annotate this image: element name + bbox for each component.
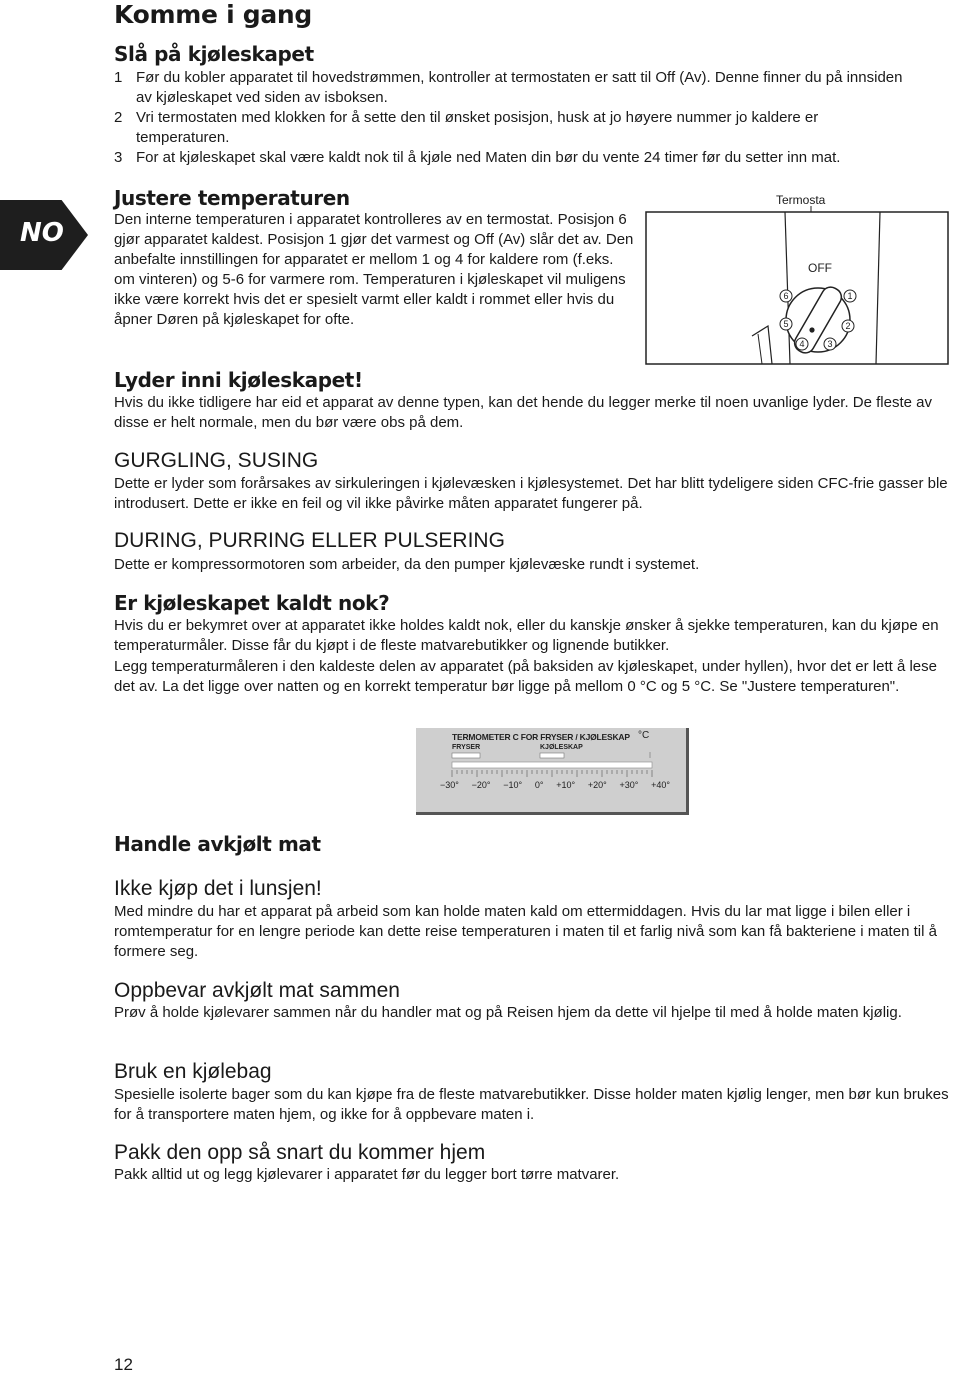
cold-enough-text-1: Hvis du er bekymret over at apparatet ikke holdes kaldt nok, eller du kanskje ønsker å sjekke temperaturen, kan du kjøpe en temperaturmåler. Disse får du kjøpt i de fleste matvarebutikker og lignende butikker. [114, 617, 939, 654]
scale-label: 0° [534, 780, 544, 790]
thermometer-unit: °C [638, 730, 650, 741]
section-heading-sounds: Lyder inni kjøleskapet! [114, 368, 363, 392]
list-item: 2 Vri termostaten med klokken for å sette den til ønsket posisjon, husk at jo høyere nummer jo kaldere er temperaturen. [114, 109, 819, 146]
section-heading-adjust-temp: Justere temperaturen [114, 186, 350, 210]
section-heading-chilled-food: Handle avkjølt mat [114, 832, 321, 856]
dial-number-5: 5 [783, 319, 789, 329]
turn-on-steps [114, 68, 914, 168]
thermostat-label: Termosta [776, 193, 826, 207]
subheading-store-together: Oppbevar avkjølt mat sammen [114, 979, 400, 1002]
subheading-unpack: Pakk den opp så snart du kommer hjem [114, 1141, 486, 1164]
scale-label: −20° [471, 780, 491, 790]
dial-off-label: OFF [808, 261, 832, 275]
scale-label: +20° [587, 780, 607, 790]
dial-number-6: 6 [783, 291, 789, 301]
unpack-text: Pakk alltid ut og legg kjølevarer i apparatet før du legger bort tørre matvarer. [114, 1166, 620, 1183]
subheading-lunch: Ikke kjøp det i lunsjen! [114, 877, 322, 900]
section-heading-gurgling: GURGLING, SUSING [114, 449, 319, 472]
adjust-temp-text: Den interne temperaturen i apparatet kontrolleres av en termostat. Posisjon 6 gjør apparatet kaldest. Posisjon 1 gjør det varmest og Off (Av) slår det av. Den anbefalte innstillingen for apparatet er mellom 1 og 4 for kaldere rom (f.eks. om vinteren) og 5-6 for varmere rom. Temperaturen i kjøleskapet vil muligens ikke være korrekt hvis det er spesielt varmt eller kaldt i rommet eller hvis du åpner Døren på kjøleskapet for ofte. [114, 211, 634, 328]
scale-label: −30° [440, 780, 459, 790]
humming-text: Dette er kompressormotoren som arbeider, da den pumper kjølevæske rundt i systemet. [114, 556, 700, 573]
scale-label: +30° [619, 780, 639, 790]
subheading-cool-bag: Bruk en kjølebag [114, 1060, 272, 1083]
cold-enough-text-2: Legg temperaturmåleren i den kaldeste delen av apparatet (på baksiden av kjøleskapet, under hyllen), hvor det er lett å lese det av. La det ligge over natten og en korrekt temperatur bør ligge på mellom 0 °C og 5 °C. Se "Justere temperaturen". [114, 658, 937, 695]
page-number: 12 [114, 1355, 133, 1374]
scale-label: +10° [556, 780, 576, 790]
language-badge: NO [0, 200, 88, 270]
thermostat-figure [640, 188, 952, 370]
scale-label: −10° [503, 780, 523, 790]
page-title: Komme i gang [114, 0, 312, 29]
section-heading-turn-on: Slå på kjøleskapet [114, 42, 314, 66]
freezer-label: FRYSER [452, 744, 481, 751]
list-item: 3 For at kjøleskapet skal være kaldt nok til å kjøle ned Maten din bør du vente 24 timer før du setter inn mat. [114, 149, 841, 166]
gurgling-text: Dette er lyder som forårsakes av sirkuleringen i kjølevæsken i kjølesystemet. Det har blitt tydeligere siden CFC-frie gasser ble introdusert. Dette er ikke en feil og vil ikke påvirke måten apparatet fungerer på. [114, 475, 948, 512]
section-heading-cold-enough: Er kjøleskapet kaldt nok? [114, 591, 390, 615]
dial-number-3: 3 [827, 339, 833, 349]
thermometer-scale [440, 780, 670, 790]
cool-bag-text: Spesielle isolerte bager som du kan kjøpe fra de fleste matvarebutikker. Disse holder maten kjølig lenger, men bør kun brukes for å transportere maten hjem, og ikke for å oppbevare maten i. [114, 1086, 949, 1123]
thermometer-title: TERMOMETER C FOR FRYSER / KJØLESKAP [452, 732, 630, 742]
lunch-text: Med mindre du har et apparat på arbeid som kan holde maten kald om ettermiddagen. Hvis du lar mat ligge i bilen eller i romtemperatur for en lengre periode kan dette reise temperaturen i maten til et farlig nivå som kan få bakteriene i maten til å formere seg. [114, 903, 937, 960]
list-item: 1 Før du kobler apparatet til hovedstrømmen, kontroller at termostaten er satt til Off (Av). Denne finner du på innsiden av kjøleskapet ved siden av isboksen. [114, 69, 903, 106]
dial-number-4: 4 [799, 339, 805, 349]
scale-label: +40° [651, 780, 670, 790]
section-heading-humming: DURING, PURRING ELLER PULSERING [114, 529, 505, 552]
store-together-text: Prøv å holde kjølevarer sammen når du handler mat og på Reisen hjem da dette vil hjelpe til med å holde maten kjølig. [114, 1004, 902, 1021]
fridge-label: KJØLESKAP [540, 744, 583, 751]
thermometer-figure [416, 728, 689, 815]
dial-number-2: 2 [845, 321, 851, 331]
dial-number-1: 1 [847, 291, 853, 301]
sounds-text: Hvis du ikke tidligere har eid et apparat av denne typen, kan det hende du legger merke til noen uvanlige lyder. De fleste av disse er helt normale, men du bør være obs på dem. [114, 394, 933, 431]
